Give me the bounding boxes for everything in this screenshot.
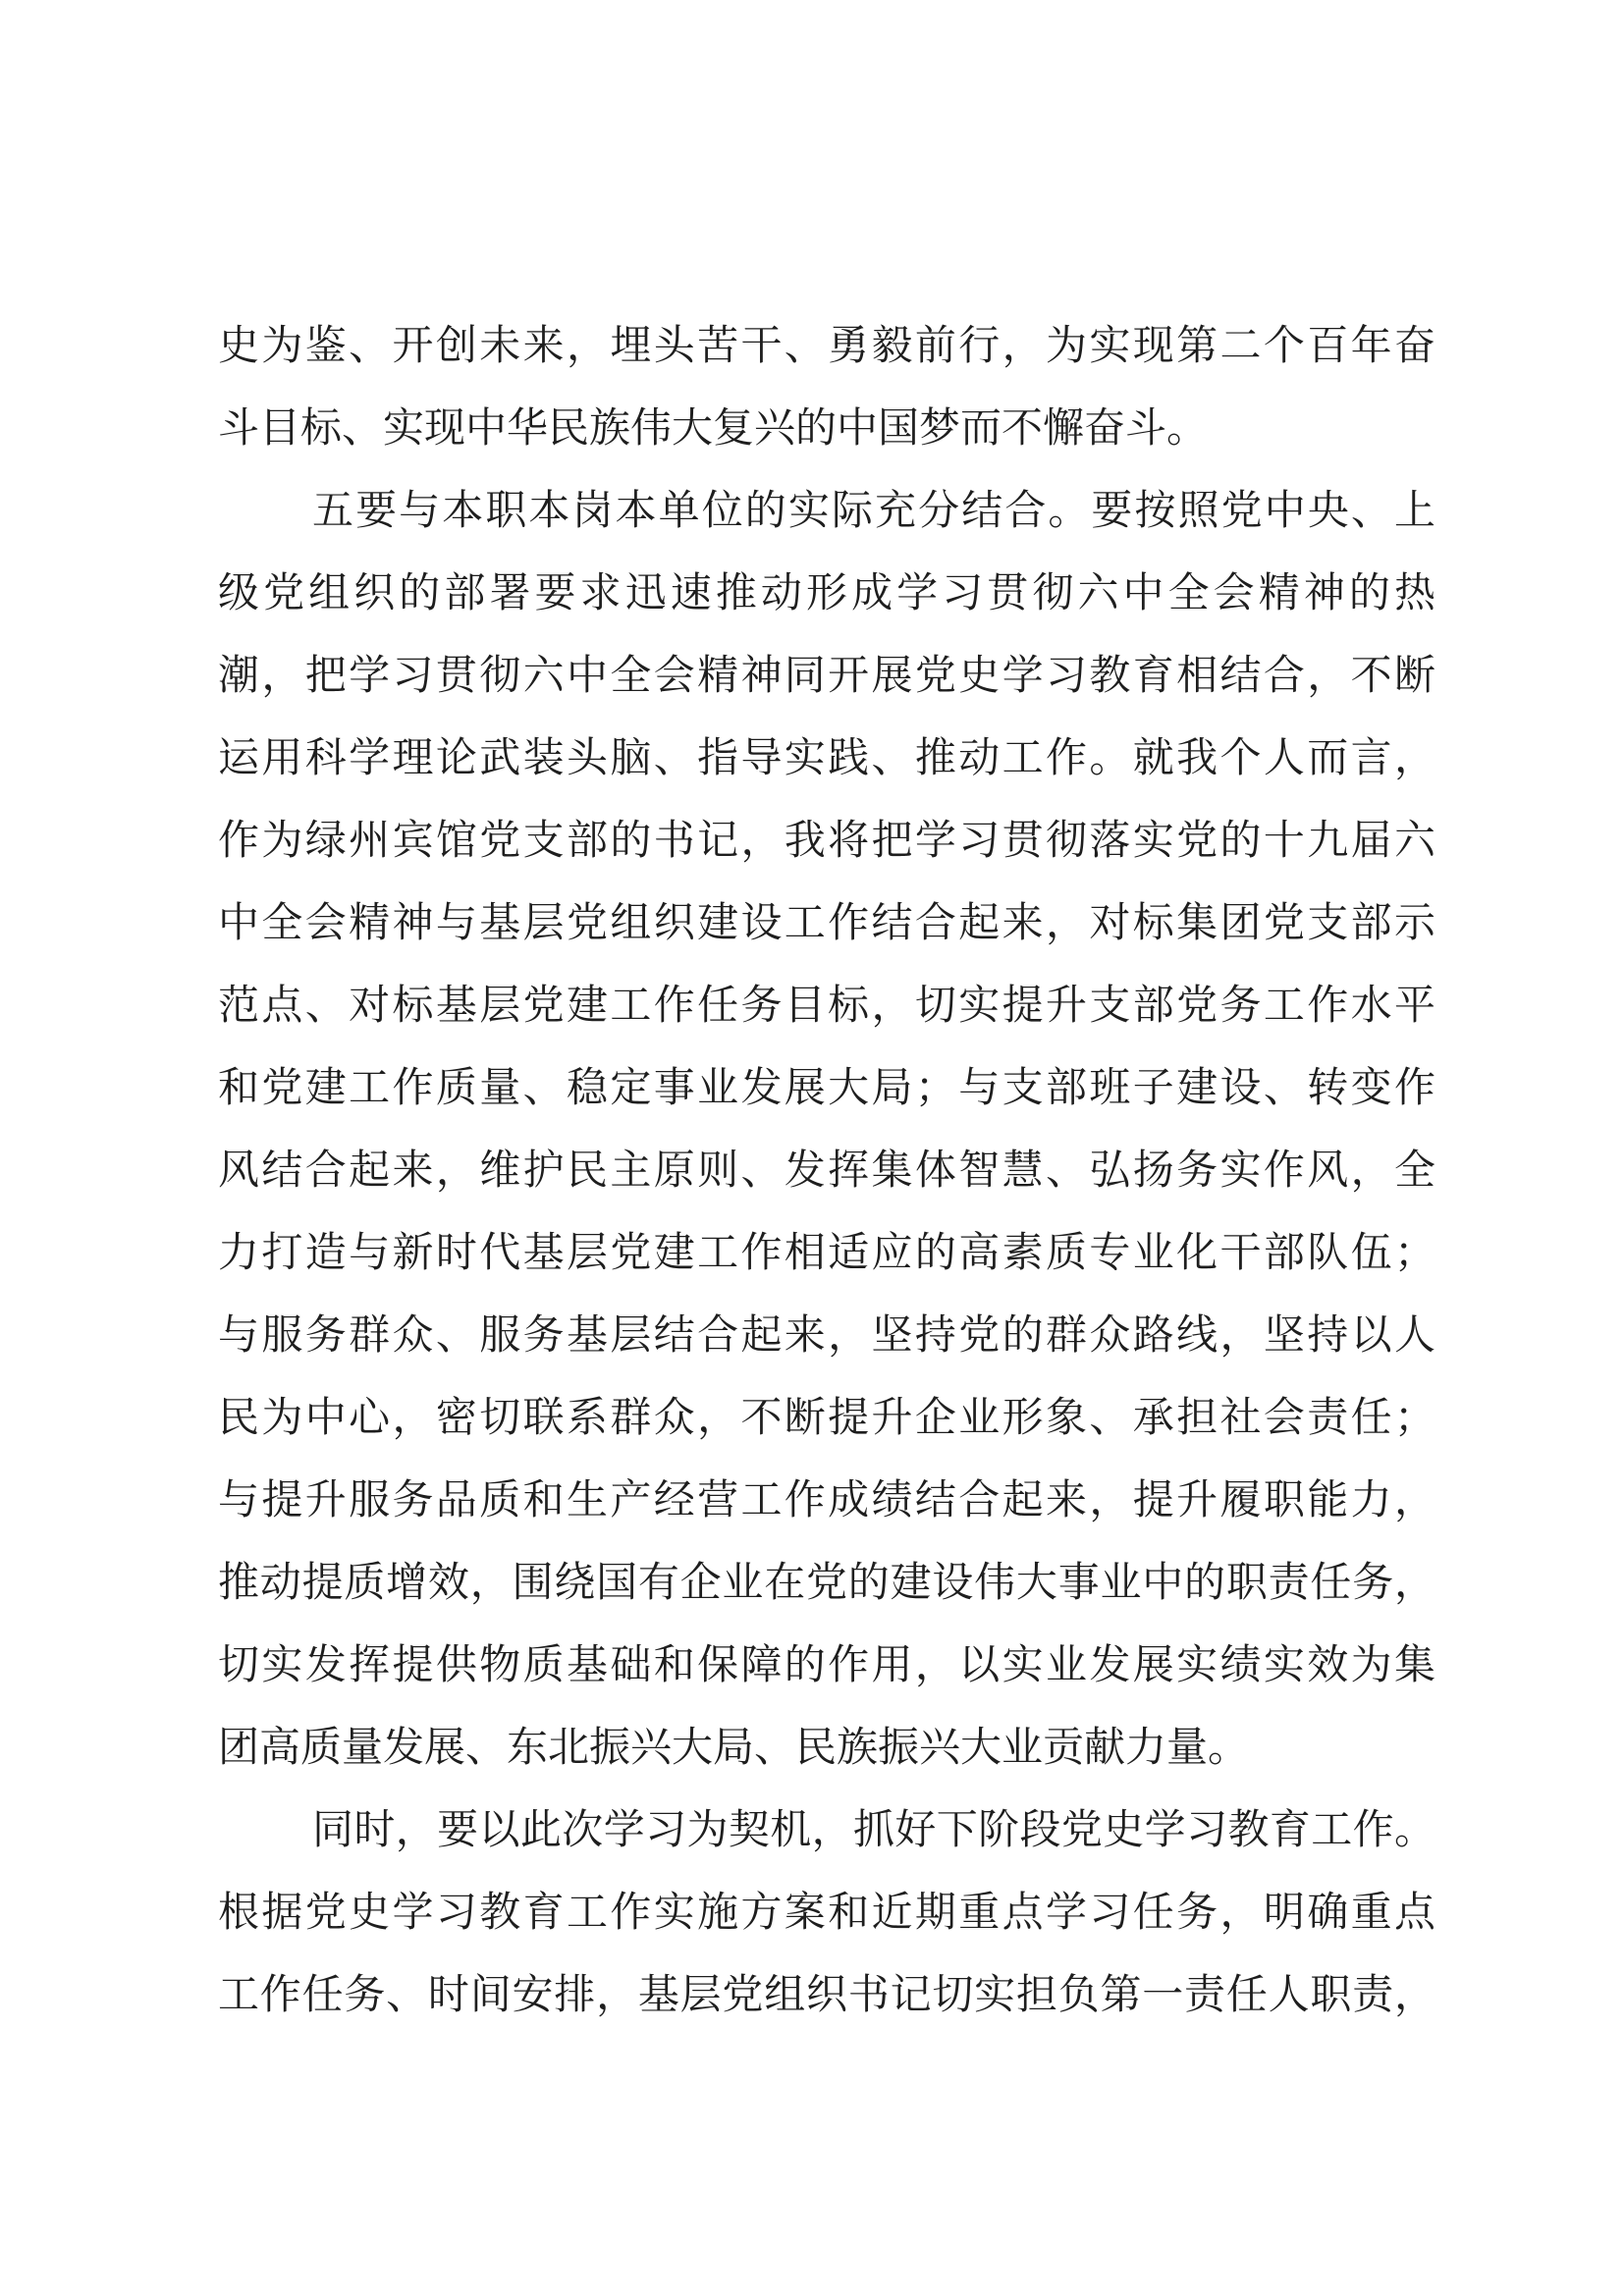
text-line: 推动提质增效，围绕国有企业在党的建设伟大事业中的职责任务， — [218, 1558, 1435, 1606]
text-line: 切实发挥提供物质基础和保障的作用，以实业发展实绩实效为集 — [218, 1640, 1435, 1688]
body-text — [218, 304, 1435, 2036]
text-line: 与服务群众、服务基层结合起来，坚持党的群众路线，坚持以人 — [218, 1310, 1435, 1359]
text-line: 民为中心，密切联系群众，不断提升企业形象、承担社会责任； — [218, 1393, 1435, 1441]
paragraph-start-line: 同时，要以此次学习为契机，抓好下阶段党史学习教育工作。 — [312, 1805, 1435, 1853]
text-line: 作为绿州宾馆党支部的书记，我将把学习贯彻落实党的十九届六 — [218, 816, 1435, 864]
text-line: 斗目标、实现中华民族伟大复兴的中国梦而不懈奋斗。 — [218, 403, 1209, 452]
text-line: 和党建工作质量、稳定事业发展大局；与支部班子建设、转变作 — [218, 1063, 1435, 1111]
text-line: 运用科学理论武装头脑、指导实践、推动工作。就我个人而言， — [218, 733, 1435, 781]
text-line: 工作任务、时间安排，基层党组织书记切实担负第一责任人职责， — [218, 1970, 1435, 2018]
text-line: 风结合起来，维护民主原则、发挥集体智慧、弘扬务实作风，全 — [218, 1146, 1435, 1194]
text-line: 范点、对标基层党建工作任务目标，切实提升支部党务工作水平 — [218, 981, 1435, 1029]
text-line: 团高质量发展、东北振兴大局、民族振兴大业贡献力量。 — [218, 1723, 1250, 1771]
text-line: 潮，把学习贯彻六中全会精神同开展党史学习教育相结合，不断 — [218, 651, 1435, 699]
text-line: 中全会精神与基层党组织建设工作结合起来，对标集团党支部示 — [218, 898, 1435, 946]
text-line: 史为鉴、开创未来，埋头苦干、勇毅前行，为实现第二个百年奋 — [218, 321, 1435, 369]
text-line: 级党组织的部署要求迅速推动形成学习贯彻六中全会精神的热 — [218, 568, 1435, 616]
text-line: 力打造与新时代基层党建工作相适应的高素质专业化干部队伍； — [218, 1228, 1435, 1276]
text-line: 与提升服务品质和生产经营工作成绩结合起来，提升履职能力， — [218, 1475, 1435, 1523]
text-line: 根据党史学习教育工作实施方案和近期重点学习任务，明确重点 — [218, 1888, 1435, 1936]
paragraph-start-line: 五要与本职本岗本单位的实际充分结合。要按照党中央、上 — [312, 486, 1435, 534]
